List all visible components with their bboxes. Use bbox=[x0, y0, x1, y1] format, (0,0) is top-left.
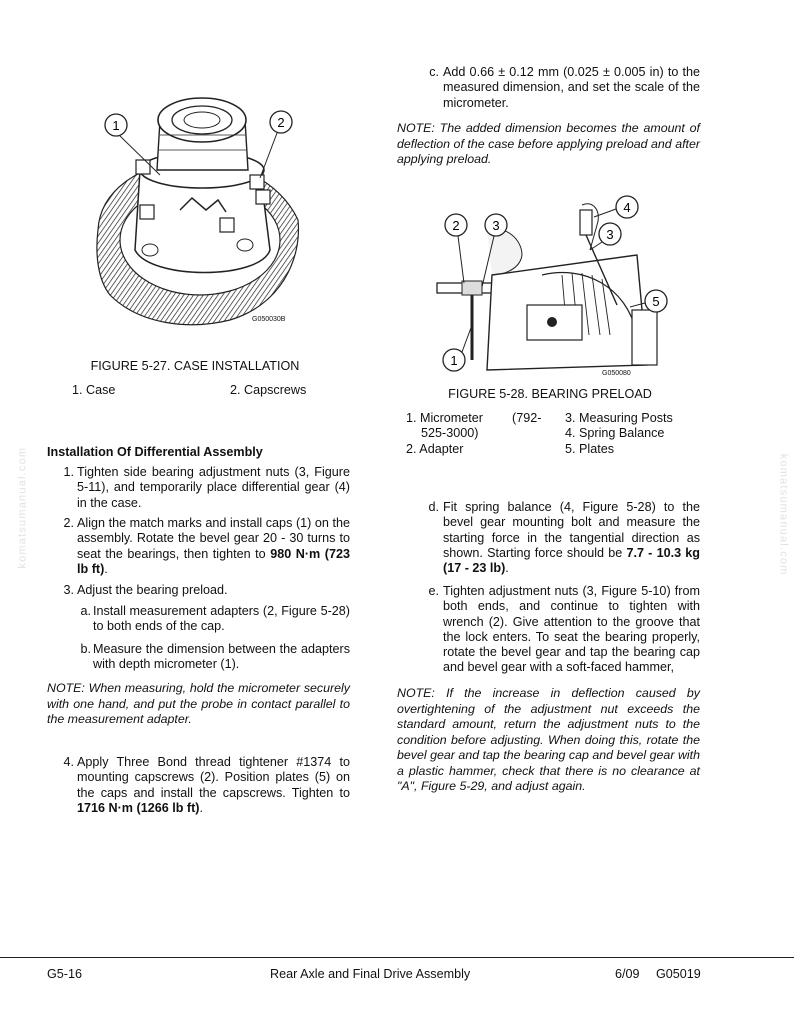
callout-5: 5 bbox=[652, 294, 660, 309]
note-measuring: NOTE: When measuring, hold the micrometer securely with one hand, and put the probe in contact parallel to the measurement adapter. bbox=[47, 681, 350, 726]
step-4: 4. Apply Three Bond thread tightener #1374 to mounting capscrews (2). Position plates (5) on the caps and install the capscrews. Tighten to 1716 N·m (1266 lb ft). bbox=[63, 755, 350, 815]
differential-case-drawing bbox=[80, 80, 305, 330]
callout-2: 2 bbox=[452, 218, 460, 233]
section-heading: Installation Of Differential Assembly bbox=[47, 445, 263, 459]
step-3: 3. Adjust the bearing preload. bbox=[63, 583, 228, 597]
note-added-dimension: NOTE: The added dimension becomes the amount of deflection of the case before applying preload and after applying preload. bbox=[397, 121, 700, 166]
figure-5-28-legend-2: 2. Adapter bbox=[406, 442, 464, 456]
footer-page-number: G5-16 bbox=[47, 967, 83, 981]
figure-5-28-legend-4: 4. Spring Balance bbox=[565, 426, 665, 440]
footer-title: Rear Axle and Final Drive Assembly bbox=[270, 967, 471, 981]
figure-5-28-image bbox=[432, 195, 677, 375]
step-3c: c. Add 0.66 ± 0.12 mm (0.025 ± 0.005 in) to the measured dimension, and set the scale of the micrometer. bbox=[429, 65, 700, 110]
figure-5-27-image bbox=[80, 80, 305, 330]
step-1: 1. Tighten side bearing adjustment nuts (3, Figure 5-11), and temporarily place differential gear (4) in the case. bbox=[63, 465, 350, 510]
callout-1: 1 bbox=[112, 118, 120, 133]
footer-rule bbox=[0, 957, 794, 958]
step-3e: e. Tighten adjustment nuts (3, Figure 5-10) from both ends, and continue to tighten with wrench (2). Give attention to the groove that the lock enters. To seat the bearing properly, rotate the bevel gear and tap the bearing cap and bevel gear with a soft-faced hammer, bbox=[428, 584, 700, 675]
callout-4: 4 bbox=[623, 200, 631, 215]
step-3b: b. Measure the dimension between the adapters with depth micrometer (1). bbox=[80, 642, 350, 672]
figure-5-28-legend-1b: (792- bbox=[512, 411, 542, 425]
figure-code: G050080 bbox=[602, 370, 631, 377]
step-2: 2. Align the match marks and install caps (1) on the assembly. Rotate the bevel gear 20 - 30 turns to seat the bearings, then tighten to 980 N·m (723 lb ft). bbox=[63, 516, 350, 576]
note-overtightening: NOTE: If the increase in deflection caused by overtightening of the adjustment nut exceeds the standard amount, return the adjustment nuts to the condition before adjusting. When doing this, rotate the bevel gear and tap the bearing cap and bevel gear with a plastic hammer, check that there is no clearance at "A", Figure 5-29, and adjust again. bbox=[397, 686, 700, 793]
callout-3: 3 bbox=[492, 218, 500, 233]
figure-5-28-legend-3: 3. Measuring Posts bbox=[565, 411, 673, 425]
callout-2: 2 bbox=[277, 115, 285, 130]
footer-code: G05019 bbox=[656, 967, 701, 981]
bearing-preload-drawing bbox=[432, 195, 677, 375]
figure-5-27-legend-2: 2. Capscrews bbox=[230, 383, 307, 397]
figure-5-27-caption: FIGURE 5-27. CASE INSTALLATION bbox=[90, 359, 300, 373]
step-3d: d. Fit spring balance (4, Figure 5-28) to the bevel gear mounting bolt and measure the starting force in the tangential direction as shown. Starting force should be 7.7 - 10.3 kg (17 - 23 lb). bbox=[428, 500, 701, 576]
step-3a: a. Install measurement adapters (2, Figure 5-28) to both ends of the cap. bbox=[80, 604, 350, 634]
watermark-left: komatsumanual.com bbox=[16, 446, 29, 569]
figure-5-28-legend-5: 5. Plates bbox=[565, 442, 615, 456]
figure-5-28-legend-1c: 525-3000) bbox=[421, 426, 479, 440]
figure-5-28-caption: FIGURE 5-28. BEARING PRELOAD bbox=[448, 387, 652, 401]
watermark-right: komatsumanual.com bbox=[777, 453, 790, 576]
figure-5-28-legend-1: 1. Micrometer bbox=[406, 411, 483, 425]
figure-5-27-legend-1: 1. Case bbox=[72, 383, 116, 397]
figure-code: G050030B bbox=[252, 316, 286, 323]
callout-3b: 3 bbox=[606, 227, 614, 242]
callout-1: 1 bbox=[450, 353, 458, 368]
footer-date: 6/09 bbox=[615, 967, 640, 981]
